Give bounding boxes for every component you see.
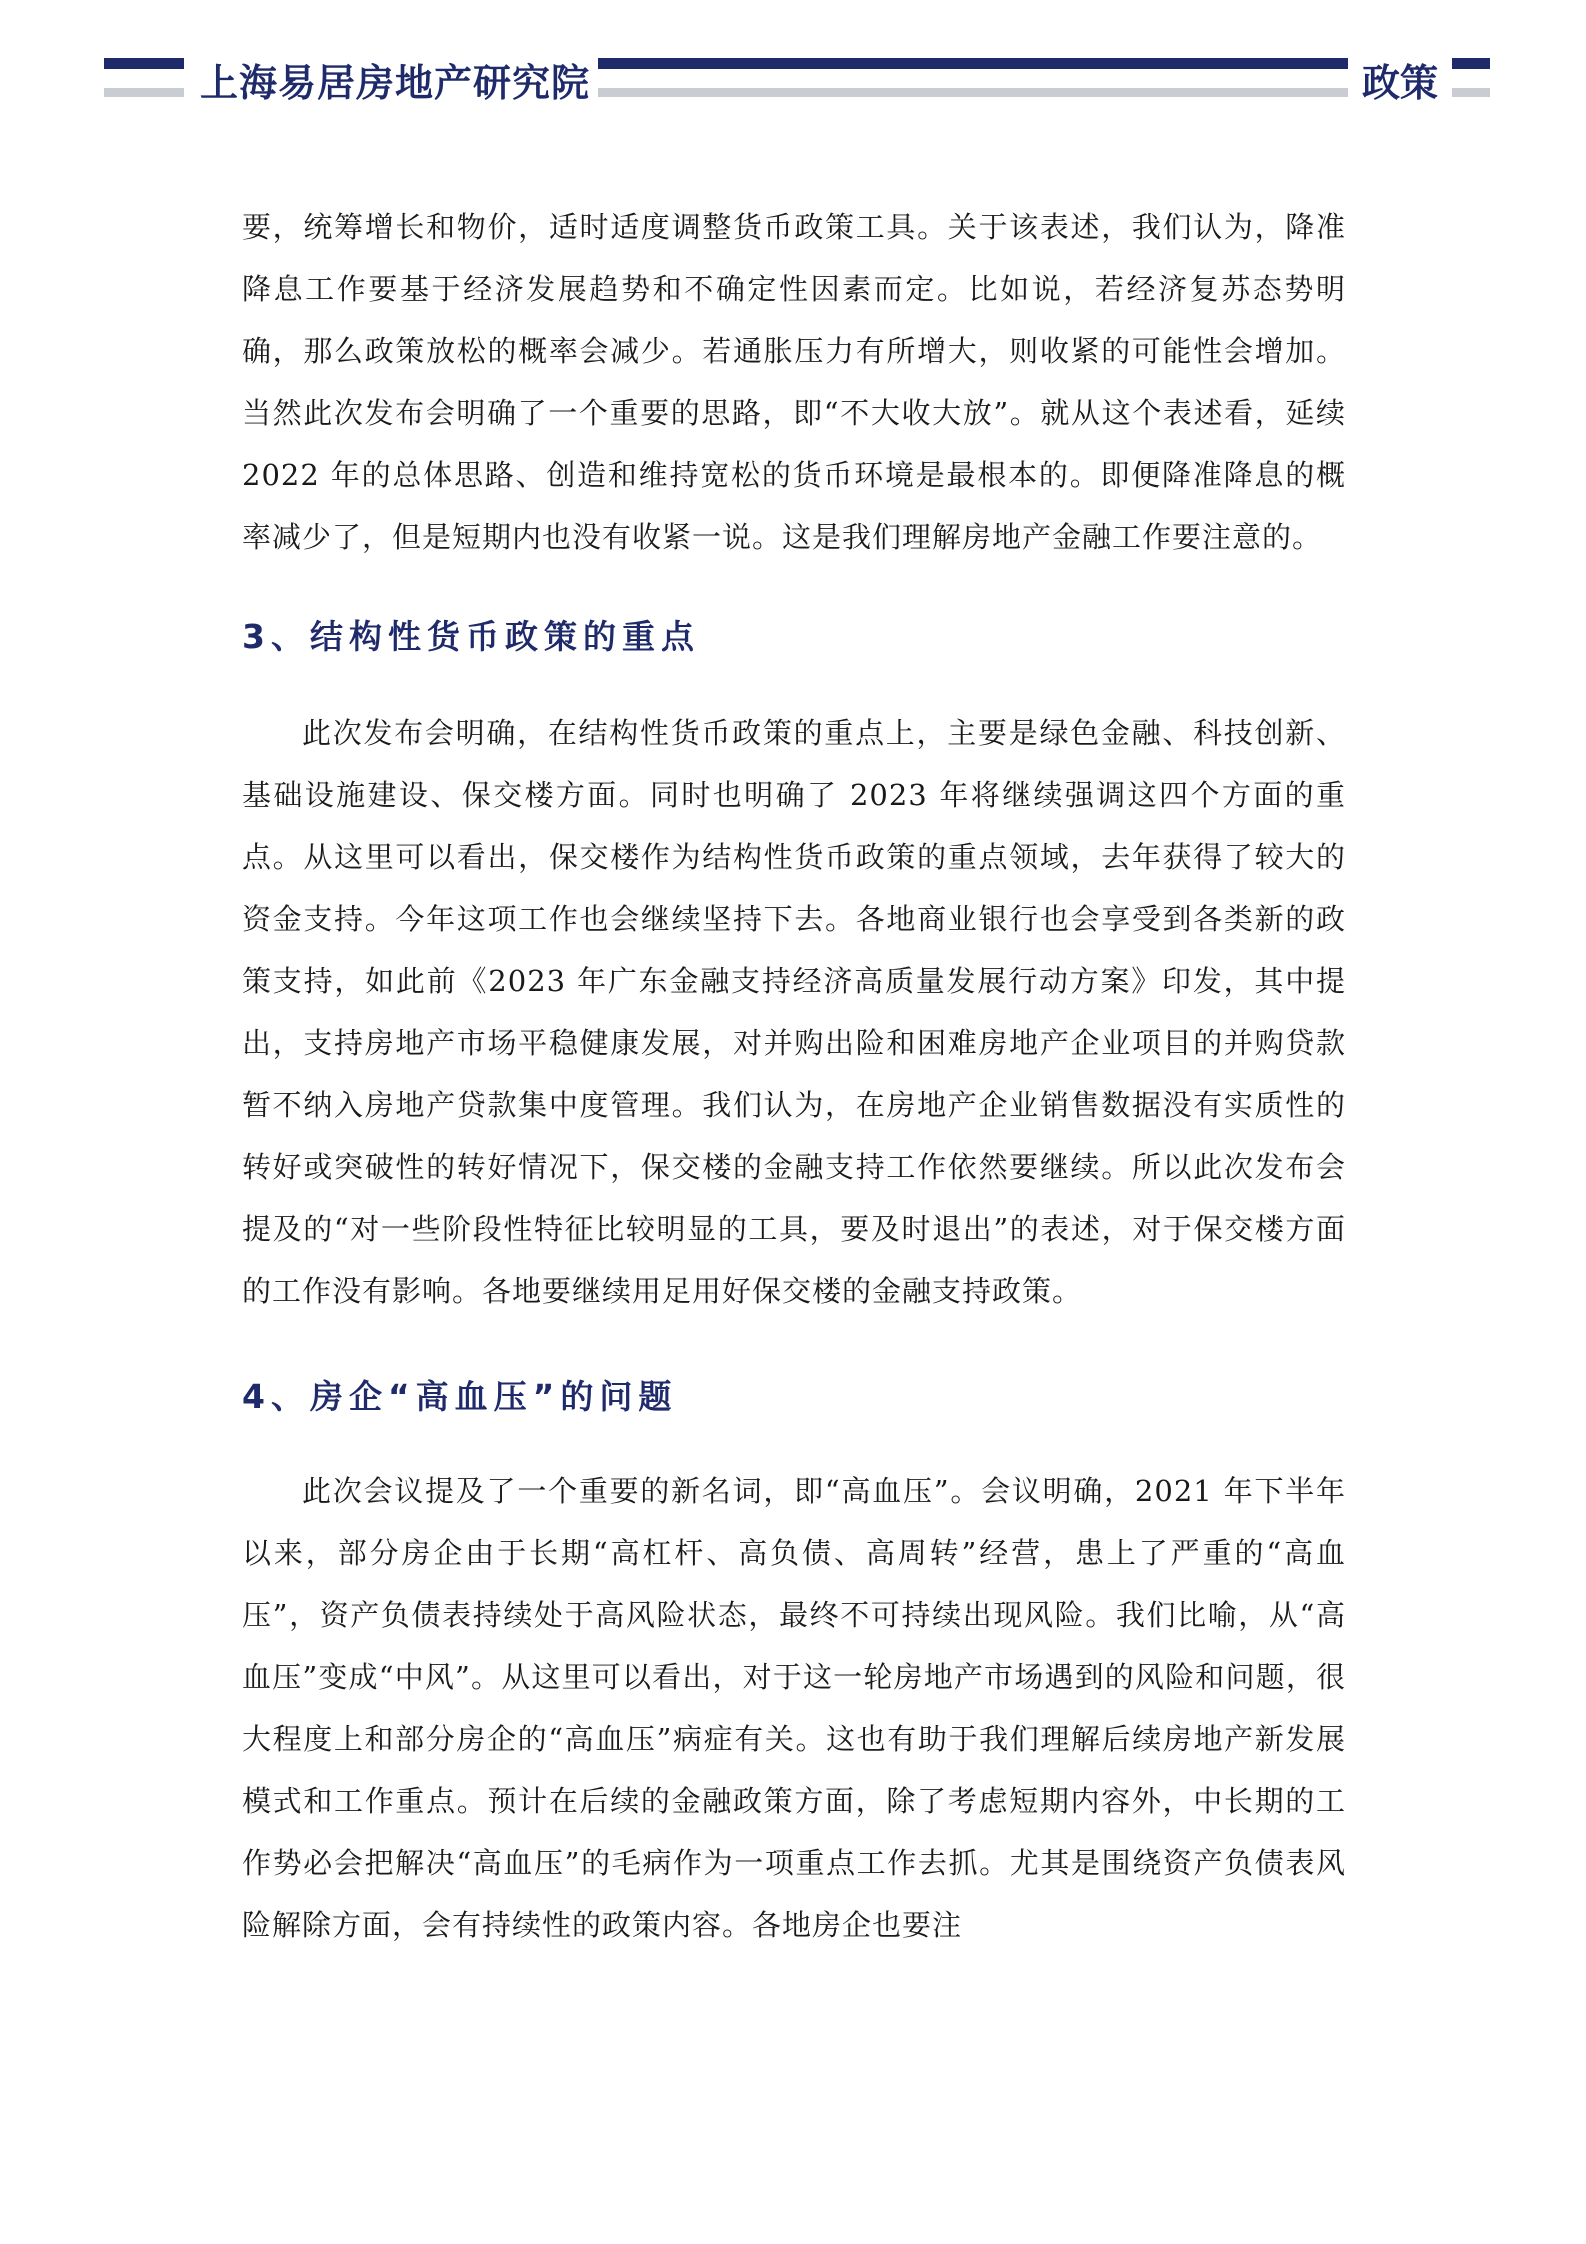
section-heading-3: 3、结构性货币政策的重点 [242,617,700,656]
header-left-grey-stripe [104,88,184,97]
document-body [242,196,1346,1956]
section-heading-4: 4、房企“高血压”的问题 [242,1377,678,1416]
paragraph-section-3: 此次发布会明确，在结构性货币政策的重点上，主要是绿色金融、科技创新、基础设施建设、保交楼方面。同时也明确了 2023 年将继续强调这四个方面的重点。从这里可以看出，保交楼作为结构性货币政策的重点领域，去年获得了较大的资金支持。今年这项工作也会继续坚持下去。各地商业银行也会享受到各类新的政策支持，如此前《2023 年广东金融支持经济高质量发展行动方案》印发，其中提出，支持房地产市场平稳健康发展，对并购出险和困难房地产企业项目的并购贷款暂不纳入房地产贷款集中度管理。我们认为，在房地产企业销售数据没有实质性的转好或突破性的转好情况下，保交楼的金融支持工作依然要继续。所以此次发布会提及的“对一些阶段性特征比较明显的工具，要及时退出”的表述，对于保交楼方面的工作没有影响。各地要继续用足用好保交楼的金融支持政策。 [242,716,1346,1308]
header-middle-grey-stripe [598,88,1348,97]
paragraph-continued: 要，统筹增长和物价，适时适度调整货币政策工具。关于该表述，我们认为，降准降息工作要基于经济发展趋势和不确定性因素而定。比如说，若经济复苏态势明确，那么政策放松的概率会减少。若通胀压力有所增大，则收紧的可能性会增加。当然此次发布会明确了一个重要的思路，即“不大收大放”。就从这个表述看，延续 2022 年的总体思路、创造和维持宽松的货币环境是最根本的。即便降准降息的概率减少了，但是短期内也没有收紧一说。这是我们理解房地产金融工作要注意的。 [242,210,1346,554]
org-name: 上海易居房地产研究院 [200,60,591,105]
header-right-navy-stripe [1452,58,1490,69]
header-right-grey-stripe [1452,88,1490,97]
page-header [0,0,1586,110]
header-middle-navy-stripe [598,58,1348,69]
header-left-navy-stripe [104,58,184,69]
paragraph-section-4: 此次会议提及了一个重要的新名词，即“高血压”。会议明确，2021 年下半年以来，部分房企由于长期“高杠杆、高负债、高周转”经营，患上了严重的“高血压”，资产负债表持续处于高风险状态，最终不可持续出现风险。我们比喻，从“高血压”变成“中风”。从这里可以看出，对于这一轮房地产市场遇到的风险和问题，很大程度上和部分房企的“高血压”病症有关。这也有助于我们理解后续房地产新发展模式和工作重点。预计在后续的金融政策方面，除了考虑短期内容外，中长期的工作势必会把解决“高血压”的毛病作为一项重点工作去抓。尤其是围绕资产负债表风险解除方面，会有持续性的政策内容。各地房企也要注 [242,1474,1346,1942]
section-tag: 政策 [1362,60,1439,105]
